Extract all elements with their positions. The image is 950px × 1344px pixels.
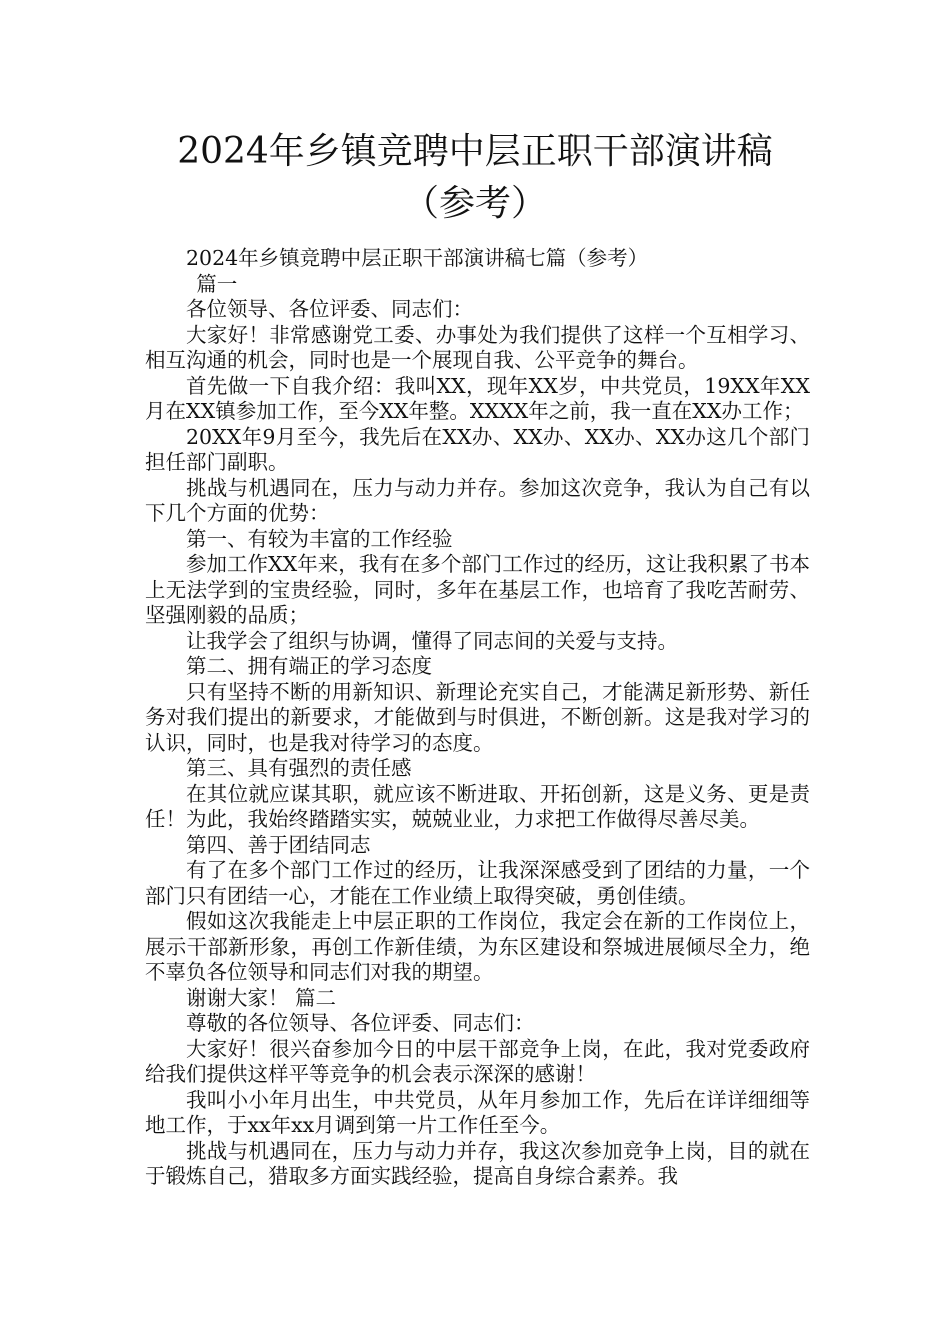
paragraph: 大家好！很兴奋参加今日的中层干部竞争上岗，在此，我对党委政府给我们提供这样平等竞争的机会表示深深的感谢！ xyxy=(145,1036,810,1086)
paragraph: 在其位就应谋其职，就应该不断进取、开拓创新，这是义务、更是责任！为此，我始终踏踏实实，兢兢业业，力求把工作做得尽善尽美。 xyxy=(145,781,810,831)
paragraph: 挑战与机遇同在，压力与动力并存，我这次参加竞争上岗，目的就在于锻炼自己，猎取多方面实践经验，提高自身综合素养。我 xyxy=(145,1138,810,1188)
subheading: 第一、有较为丰富的工作经验 xyxy=(186,526,453,551)
subheading: 第三、具有强烈的责任感 xyxy=(186,756,412,780)
paragraph: 只有坚持不断的用新知识、新理论充实自己，才能满足新形势、新任务对我们提出的新要求，才能做到与时俱进，不断创新。这是我对学习的认识，同时，也是我对待学习的态度。 xyxy=(145,679,810,755)
paragraph: 20XX年9月至今，我先后在XX办、XX办、XX办、XX办这几个部门担任部门副职。 xyxy=(145,424,810,474)
paragraph: 让我学会了组织与协调，懂得了同志间的关爱与支持。 xyxy=(186,628,678,653)
document-title: 2024年乡镇竞聘中层正职干部演讲稿（参考） xyxy=(177,131,773,224)
document-body xyxy=(145,246,810,1190)
paragraph: 大家好！非常感谢党工委、办事处为我们提供了这样一个互相学习、相互沟通的机会，同时也是一个展现自我、公平竞争的舞台。 xyxy=(145,322,810,372)
subheading: 第四、善于团结同志 xyxy=(186,832,371,857)
paragraph: 各位领导、各位评委、同志们： xyxy=(186,297,473,321)
subtitle-line: 2024年乡镇竞聘中层正职干部演讲稿七篇（参考） xyxy=(186,246,649,270)
paragraph: 尊敬的各位领导、各位评委、同志们： xyxy=(186,1011,535,1035)
paragraph: 首先做一下自我介绍：我叫XX，现年XX岁，中共党员，19XX年XX月在XX镇参加工作，至今XX年整。XXXX年之前，我一直在XX办工作； xyxy=(145,373,810,423)
subheading: 第二、拥有端正的学习态度 xyxy=(186,654,432,678)
section-label-1: 篇一 xyxy=(196,271,238,296)
paragraph: 参加工作XX年来，我有在多个部门工作过的经历，这让我积累了书本上无法学到的宝贵经验，同时，多年在基层工作，也培育了我吃苦耐劳、坚强刚毅的品质； xyxy=(145,552,810,627)
paragraph: 有了在多个部门工作过的经历，让我深深感受到了团结的力量，一个部门只有团结一心，才能在工作业绩上取得突破，勇创佳绩。 xyxy=(145,858,810,908)
paragraph: 挑战与机遇同在，压力与动力并存。参加这次竞争，我认为自己有以下几个方面的优势： xyxy=(145,475,810,525)
paragraph: 假如这次我能走上中层正职的工作岗位，我定会在新的工作岗位上，展示干部新形象，再创工作新佳绩，为东区建设和祭城进展倾尽全力，绝不辜负各位领导和同志们对我的期望。 xyxy=(145,909,810,984)
paragraph: 我叫小小年月出生，中共党员，从年月参加工作，先后在详详细细等地工作，于xx年xx月调到第一片工作任至今。 xyxy=(145,1087,810,1137)
section-label-2: 谢谢大家！ 篇二 xyxy=(186,985,337,1010)
